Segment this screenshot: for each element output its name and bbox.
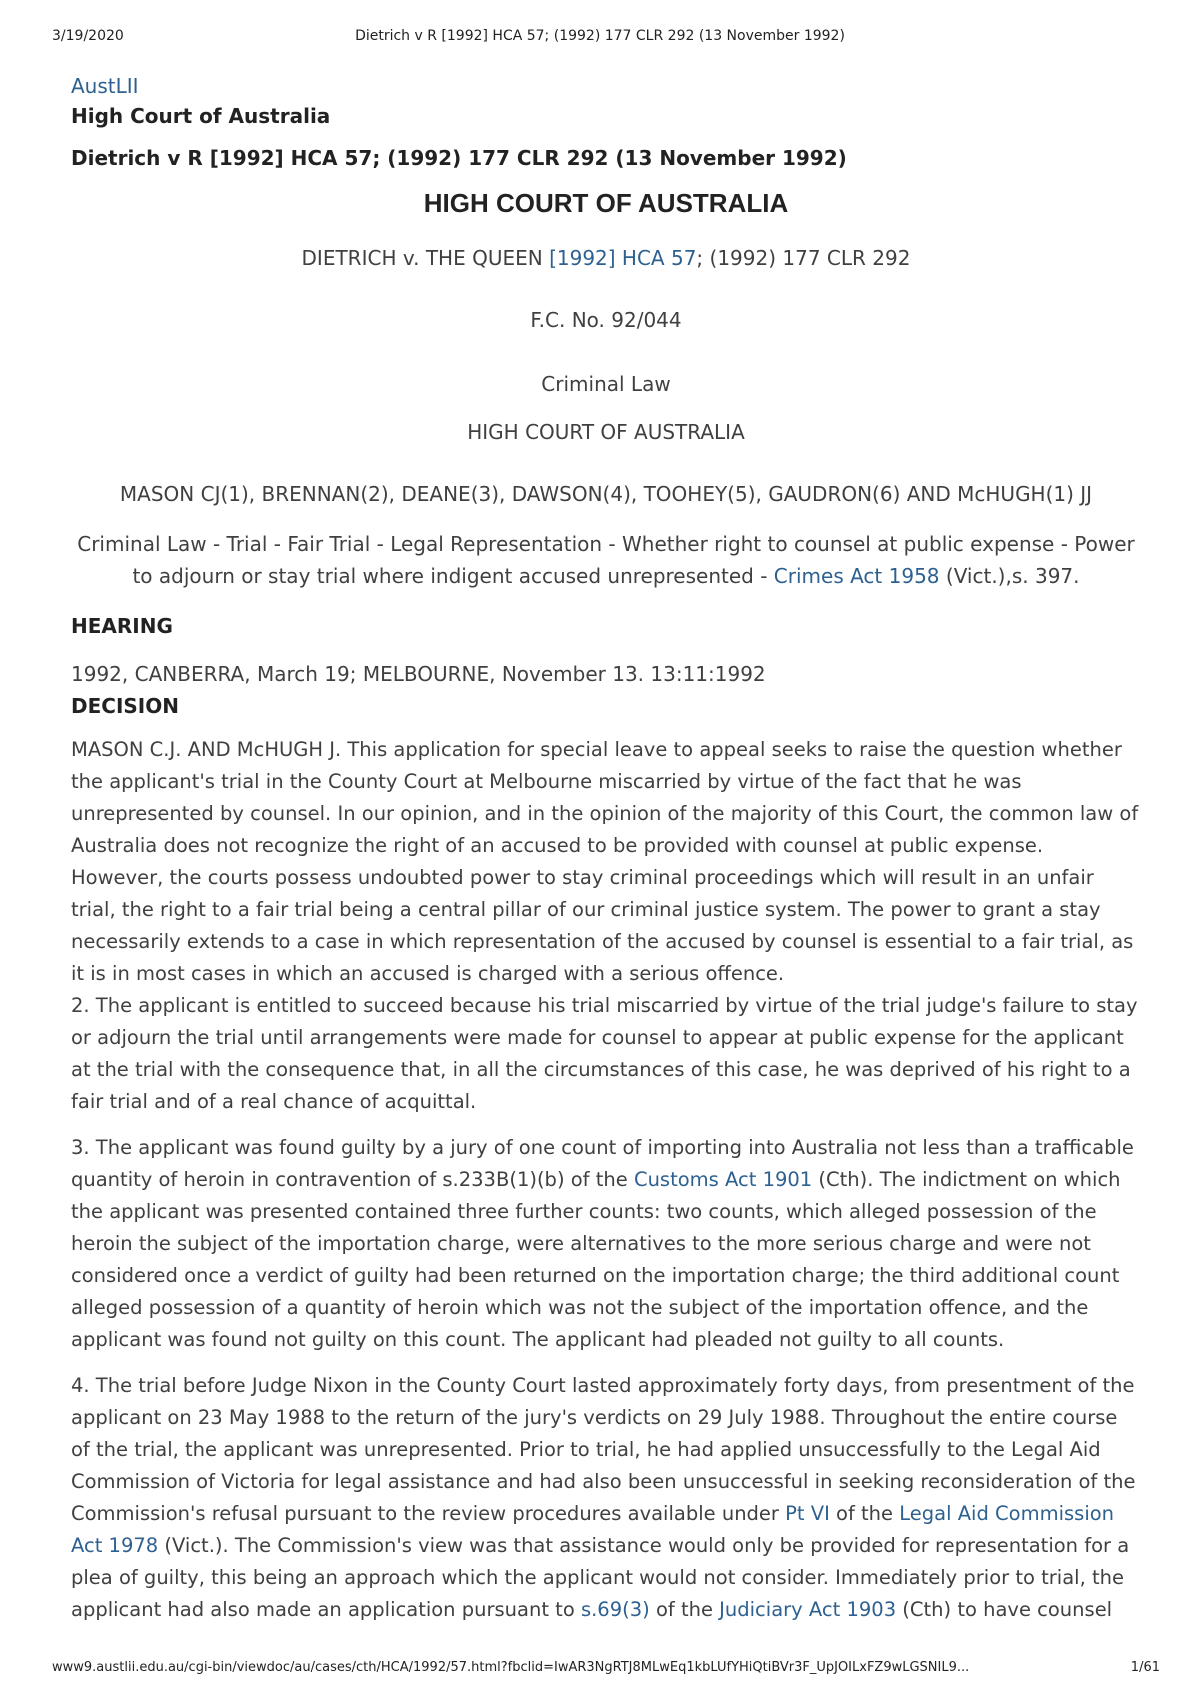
pt-vi-link[interactable]: Pt VI	[785, 1502, 830, 1525]
paragraph-2: 2. The applicant is entitled to succeed because his trial miscarried by virtue of the trial judge's failure to stay or adjourn the trial until arrangements were made for counsel to appear at public expense for the applicant at the trial with the consequence that, in all the circumstances of this case, he was deprived of his right to a fair trial and of a real chance of acquittal.	[71, 994, 1138, 1113]
document-content	[71, 72, 1141, 1626]
paragraph-4-text-c: (Vict.). The Commission's view was that assistance would only be provided for representation for a plea of guilty, this being an approach which the applicant would not consider. Immediately prior to trial, the applicant had also made an application pursuant to	[71, 1534, 1130, 1621]
crimes-act-link[interactable]: Crimes Act 1958	[773, 564, 940, 588]
s69-link[interactable]: s.69(3)	[580, 1598, 650, 1621]
paragraph-3-text: 3. The applicant was found guilty by a jury of one count of importing into Australia not less than a trafficable quantity of heroin in contravention of s.233B(1)(b) of the	[71, 1136, 1134, 1191]
bench: MASON CJ(1), BRENNAN(2), DEANE(3), DAWSON(4), TOOHEY(5), GAUDRON(6) AND McHUGH(1) JJ	[119, 482, 1093, 506]
hearing-heading: HEARING	[71, 614, 173, 638]
paragraph-3	[71, 1132, 1141, 1356]
catchwords-text: Criminal Law - Trial - Fair Trial - Legal Representation - Whether right to counsel at public expense - Power to adjourn or stay trial where indigent accused unrepresented -	[77, 532, 1135, 588]
paragraph-4-text-e: (Cth) to have counsel	[896, 1598, 1113, 1621]
print-footer	[0, 1660, 1200, 1680]
file-number: F.C. No. 92/044	[530, 308, 682, 332]
print-title: Dietrich v R [1992] HCA 57; (1992) 177 CLR 292 (13 November 1992)	[355, 28, 845, 44]
citation-link[interactable]: [1992] HCA 57	[549, 246, 697, 270]
legal-aid-act-link[interactable]: Legal Aid Commission Act 1978	[71, 1502, 1115, 1557]
catchwords-suffix: (Vict.),s. 397.	[939, 564, 1080, 588]
paragraph-4-text-d: of the	[649, 1598, 720, 1621]
page-url: www9.austlii.edu.au/cgi-bin/viewdoc/au/cases/cth/HCA/1992/57.html?fbclid=IwAR3NgRTJ8MLwEq1kbLUfYHiQtiBVr3F_UpJOILxFZ9wLGSNIL9...	[52, 1660, 970, 1675]
judiciary-act-link[interactable]: Judiciary Act 1903	[719, 1598, 897, 1621]
case-citation	[71, 244, 1141, 272]
court-name-repeat: HIGH COURT OF AUSTRALIA	[467, 420, 745, 444]
page-title: HIGH COURT OF AUSTRALIA	[423, 188, 789, 218]
case-heading: Dietrich v R [1992] HCA 57; (1992) 177 CLR 292 (13 November 1992)	[71, 146, 847, 170]
customs-act-link[interactable]: Customs Act 1901	[633, 1168, 813, 1191]
paragraph-4	[71, 1370, 1141, 1626]
paragraph-4-text-b: of the	[829, 1502, 900, 1525]
area-of-law: Criminal Law	[541, 372, 671, 396]
decision-heading: DECISION	[71, 694, 179, 718]
paragraph-1: MASON C.J. AND McHUGH J. This application for special leave to appeal seeks to raise the question whether the applicant's trial in the County Court at Melbourne miscarried by virtue of the fact that he was unrepresented by counsel. In our opinion, and in the opinion of the majority of this Court, the common law of Australia does not recognize the right of an accused to be provided with counsel at public expense. However, the courts possess undoubted power to stay criminal proceedings which will result in an unfair trial, the right to a fair trial being a central pillar of our criminal justice system. The power to grant a stay necessarily extends to a case in which representation of the accused by counsel is essential to a fair trial, as it is in most cases in which an accused is charged with a serious offence.	[71, 738, 1139, 985]
catchwords	[71, 528, 1141, 592]
print-date: 3/19/2020	[52, 28, 124, 44]
court-name: High Court of Australia	[71, 104, 331, 128]
hearing-details: 1992, CANBERRA, March 19; MELBOURNE, November 13. 13:11:1992	[71, 662, 766, 686]
judgment-body	[71, 734, 1141, 1626]
citation-prefix: DIETRICH v. THE QUEEN	[301, 246, 550, 270]
page-number: 1/61	[1130, 1660, 1160, 1675]
austlii-home-link[interactable]: AustLII	[71, 74, 139, 98]
citation-suffix: ; (1992) 177 CLR 292	[696, 246, 911, 270]
paragraph-4-text: 4. The trial before Judge Nixon in the County Court lasted approximately forty days, from presentment of the applicant on 23 May 1988 to the return of the jury's verdicts on 29 July 1988. Throughout the entire course of the trial, the applicant was unrepresented. Prior to trial, he had applied unsuccessfully to the Legal Aid Commission of Victoria for legal assistance and had also been unsuccessful in seeking reconsideration of the Commission's refusal pursuant to the review procedures available under	[71, 1374, 1136, 1525]
paragraph-3-text-cont: (Cth). The indictment on which the applicant was presented contained three further counts: two counts, which alleged possession of the heroin the subject of the importation charge, were alternatives to the more serious charge and were not considered once a verdict of guilty had been returned on the importation charge; the third additional count alleged possession of a quantity of heroin which was not the subject of the importation offence, and the applicant was found not guilty on this count. The applicant had pleaded not guilty to all counts.	[71, 1168, 1121, 1351]
print-header	[0, 28, 1200, 48]
